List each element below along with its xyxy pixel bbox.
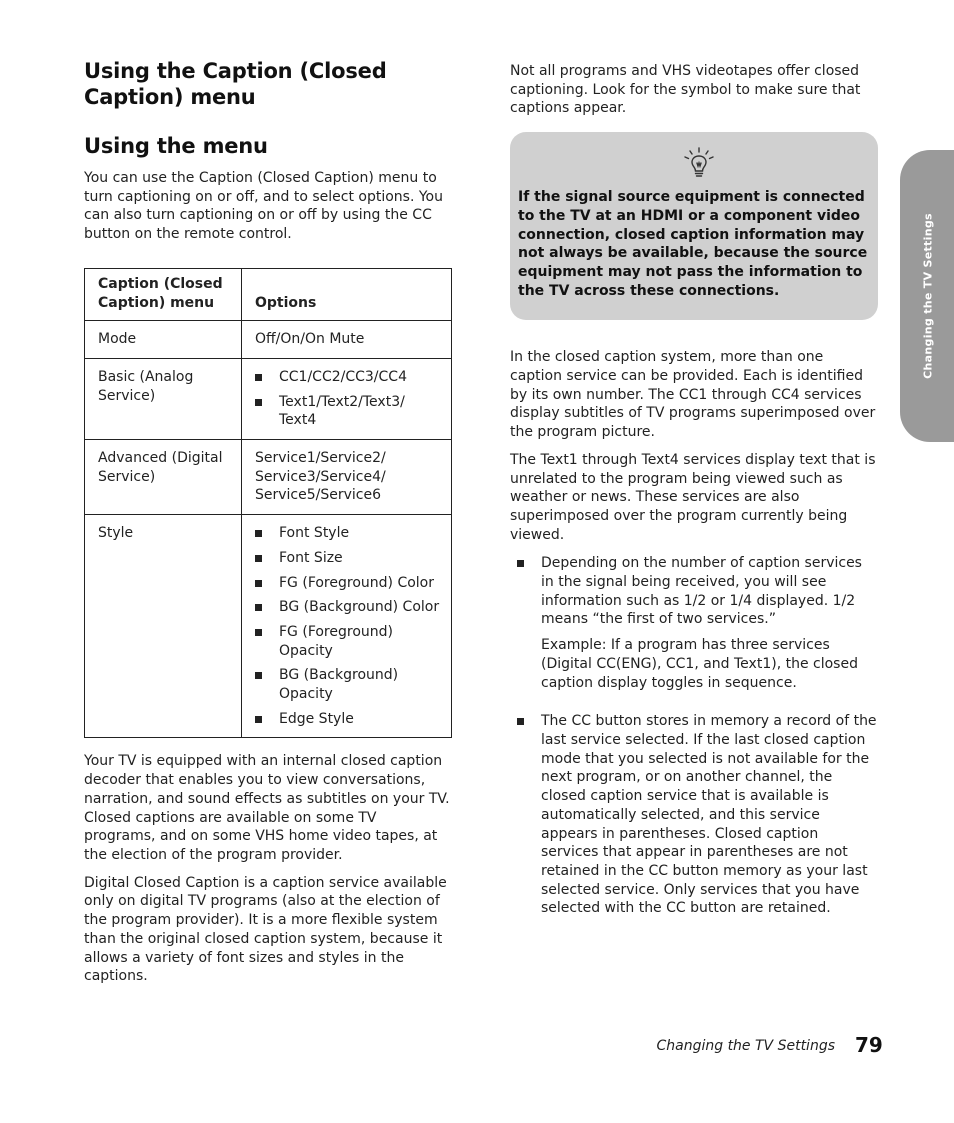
table-header-row bbox=[85, 268, 452, 320]
left-column bbox=[84, 58, 452, 986]
page-title: Using the Caption (Closed Caption) menu bbox=[84, 59, 387, 109]
row-label: Basic (Analog Service) bbox=[85, 358, 242, 439]
table-row bbox=[85, 358, 452, 439]
digital-caption-paragraph: Digital Closed Caption is a caption service available only on digital TV programs (also at the election of the program provider). It is a more flexible system than the original closed caption system, because it allows a variety of font sizes and styles in the captions. bbox=[84, 874, 447, 985]
lightbulb-icon bbox=[681, 146, 717, 180]
decoder-paragraph: Your TV is equipped with an internal closed caption decoder that enables you to view conversations, narration, and sound effects as subtitles on your TV. Closed captions are available on some TV programs, and on some VHS home video tapes, at the election of the program provider. bbox=[84, 753, 450, 863]
row-options bbox=[242, 515, 452, 738]
list-item bbox=[510, 712, 878, 918]
list-item: FG (Foreground) Opacity bbox=[255, 623, 443, 660]
caption-system-paragraph: In the closed caption system, more than one caption service can be provided. Each is identified by its own number. The CC1 through CC4 services display subtitles of TV programs superimposed over the program picture. bbox=[510, 349, 876, 441]
table-row bbox=[85, 515, 452, 738]
chapter-side-tab-label: Changing the TV Settings bbox=[921, 213, 935, 379]
row-options: Service1/Service2/ Service3/Service4/ Service5/Service6 bbox=[242, 440, 452, 515]
footer-section-title: Changing the TV Settings bbox=[656, 1038, 835, 1054]
list-item: FG (Foreground) Color bbox=[255, 574, 443, 593]
list-item: Text1/Text2/Text3/ Text4 bbox=[255, 393, 443, 430]
table-header-menu: Caption (Closed Caption) menu bbox=[85, 268, 242, 320]
text-services-paragraph: The Text1 through Text4 services display text that is unrelated to the program being viewed such as weather or news. These services are also superimposed over the program currently being viewed. bbox=[510, 451, 876, 543]
caption-options-table bbox=[84, 268, 452, 739]
row-options: Off/On/On Mute bbox=[242, 321, 452, 359]
list-item bbox=[510, 554, 878, 692]
caption-notes-list bbox=[510, 554, 878, 918]
list-item: BG (Background) Opacity bbox=[255, 666, 443, 703]
page-number: 79 bbox=[855, 1033, 883, 1057]
right-column bbox=[510, 62, 878, 938]
example-paragraph: Example: If a program has three services (Digital CC(ENG), CC1, and Text1), the closed caption display toggles in sequence. bbox=[541, 637, 858, 691]
intro-paragraph: You can use the Caption (Closed Caption) menu to turn captioning on or off, and to select options. You can also turn captioning on or off by using the CC button on the remote control. bbox=[84, 170, 443, 243]
list-item-text: Depending on the number of caption services in the signal being received, you will see information such as 1/2 or 1/4 displayed. 1/2 means “the first of two services.” bbox=[541, 555, 862, 628]
list-item: Edge Style bbox=[255, 710, 443, 729]
list-item: BG (Background) Color bbox=[255, 598, 443, 617]
row-label: Style bbox=[85, 515, 242, 738]
row-label: Advanced (Digital Service) bbox=[85, 440, 242, 515]
list-item-text: The CC button stores in memory a record of the last service selected. If the last closed caption mode that you selected is not available for the next program, or on another channel, the closed caption service that is available is automatically selected, and this service appears in parentheses. Closed caption services that appear in parentheses are not retained in the CC button memory as your last selected service. Only services that you have selected with the CC button are retained. bbox=[541, 713, 877, 917]
tip-note-text: If the signal source equipment is connected to the TV at an HDMI or a component video connection, closed caption information may not always be available, because the source equipment may not pass the information to the TV across these connections. bbox=[518, 189, 868, 299]
table-row bbox=[85, 440, 452, 515]
table-row bbox=[85, 321, 452, 359]
list-item: Font Style bbox=[255, 524, 443, 543]
list-item: CC1/CC2/CC3/CC4 bbox=[255, 368, 443, 387]
row-options bbox=[242, 358, 452, 439]
row-label: Mode bbox=[85, 321, 242, 359]
symbol-paragraph: Not all programs and VHS videotapes offer closed captioning. Look for the symbol to make sure that captions appear. bbox=[510, 63, 861, 117]
section-heading: Using the menu bbox=[84, 134, 268, 158]
tip-note-box bbox=[510, 132, 878, 320]
list-item: Font Size bbox=[255, 549, 443, 568]
table-header-options: Options bbox=[242, 268, 452, 320]
